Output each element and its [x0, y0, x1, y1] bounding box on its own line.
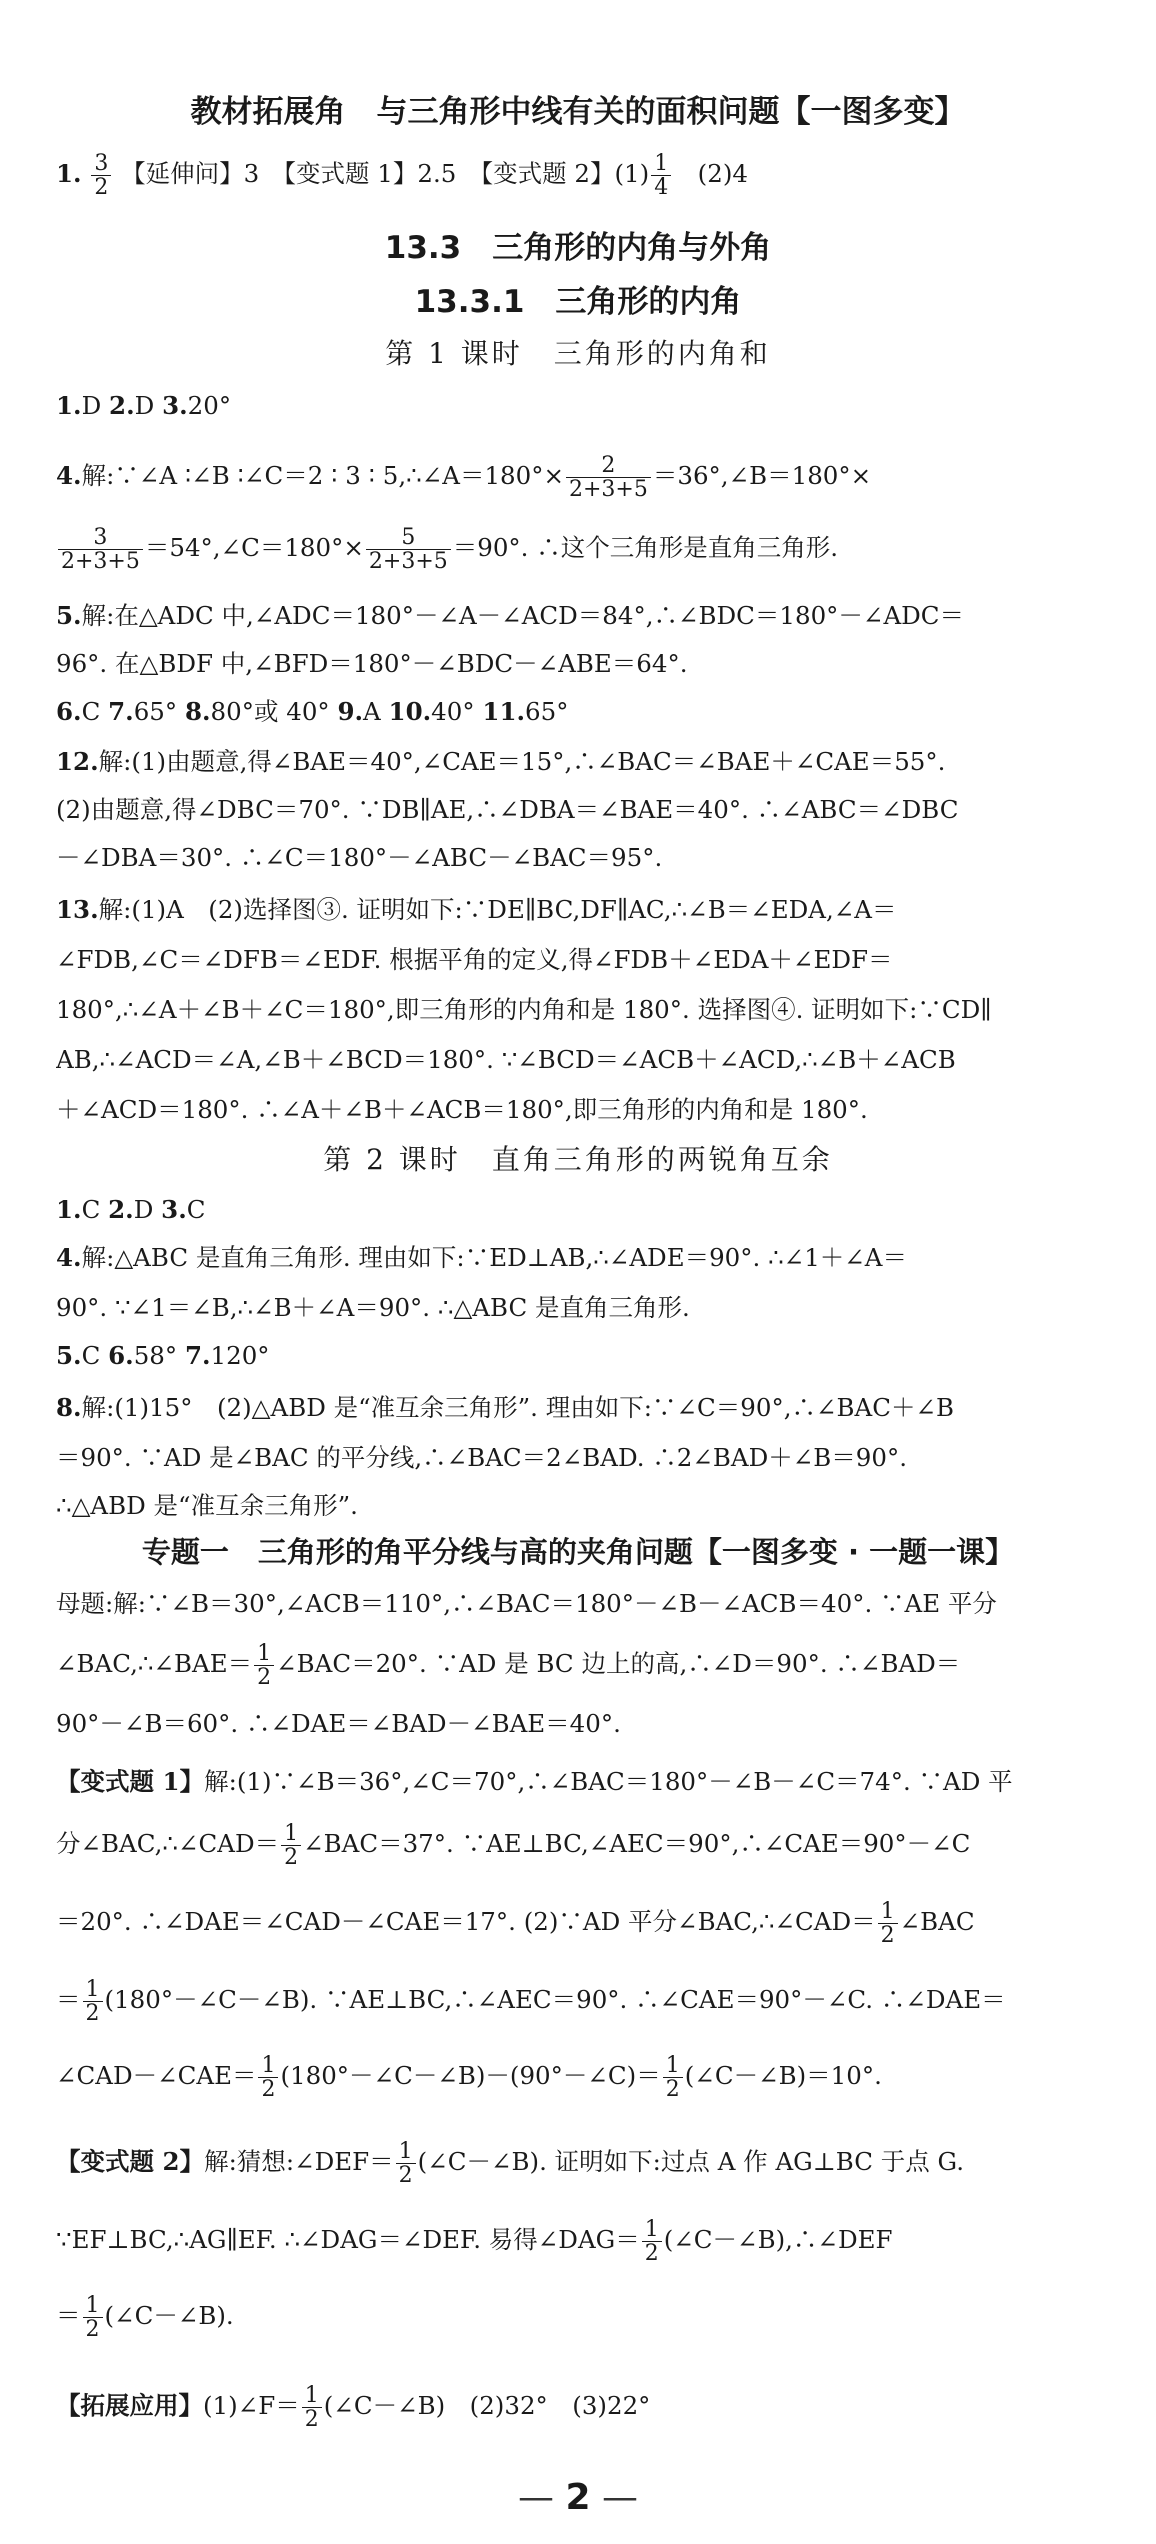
fraction: $\frac{1}{2}$ [302, 2384, 322, 2431]
fraction: $\frac{1}{2}$ [642, 2218, 662, 2265]
lesson2-answer-8-line-3: ∴△ABD 是“准互余三角形”. [56, 1491, 358, 1520]
fraction: $\frac{1}{2}$ [254, 1642, 274, 1689]
question-number: 1. [56, 159, 82, 189]
variant-1-line-4: ＝ $\frac{1}{2}$ (180°－∠C－∠B). ∵AE⊥BC,∴∠AEC＝90°. ∴∠CAE＝90°－∠C. ∴∠DAE＝ [56, 1976, 1006, 2026]
section-heading-13-3-1: 13.3.1 三角形的内角 [414, 284, 742, 320]
lesson-heading-2: 第 2 课时 直角三角形的两锐角互余 [323, 1143, 833, 1176]
answer-line-1: 1. $\frac{3}{2}$ 【延伸问】3 【变式题 1】2.5 【变式题 2】(1) $\frac{1}{4}$ (2)4 [56, 152, 748, 200]
answer-4-line-2: $\frac{3}{2+3+5}$ ＝54°,∠C＝180°× $\frac{5}{2+3+5}$ ＝90°. ∴这个三角形是直角三角形. [56, 520, 1102, 576]
answer-line-6-11: 6.C 7.65° 8.80°或 40° 9.A 10.40° 11.65° [56, 697, 569, 726]
variant-1-line-3: ＝20°. ∴∠DAE＝∠CAD－∠CAE＝17°. (2)∵AD 平分∠BAC,∴∠CAD＝ $\frac{1}{2}$ ∠BAC [56, 1898, 975, 1948]
section-heading-textbook-extension: 教材拓展角 与三角形中线有关的面积问题【一图多变】 [190, 94, 966, 130]
fraction: $\frac{1}{2}$ [83, 1978, 103, 2025]
dash-left: — [518, 2477, 566, 2518]
answer-12-line-1: 12.解:(1)由题意,得∠BAE＝40°,∠CAE＝15°,∴∠BAC＝∠BAE＋∠CAE＝55°. [56, 747, 946, 776]
lesson2-answer-8-line-1: 8.解:(1)15° (2)△ABD 是“准互余三角形”. 理由如下:∵∠C＝90°,∴∠BAC＋∠B [56, 1393, 955, 1422]
answer-13-line-4: AB,∴∠ACD＝∠A,∠B＋∠BCD＝180°. ∵∠BCD＝∠ACB＋∠ACD,∴∠B＋∠ACB [56, 1045, 956, 1074]
variant-2-line-3: ＝ $\frac{1}{2}$ (∠C－∠B). [56, 2292, 234, 2342]
mother-problem-line-2: ∠BAC,∴∠BAE＝ $\frac{1}{2}$ ∠BAC＝20°. ∵AD 是 BC 边上的高,∴∠D＝90°. ∴∠BAD＝ [56, 1640, 961, 1690]
page-number: — 2 — [518, 2477, 638, 2518]
fraction: $\frac{5}{2+3+5}$ [366, 526, 451, 573]
fraction: $\frac{1}{2}$ [83, 2294, 103, 2341]
answer-13-line-1: 13.解:(1)A (2)选择图③. 证明如下:∵DE∥BC,DF∥AC,∴∠B＝∠EDA,∠A＝ [56, 895, 897, 924]
variant-1-line-2: 分∠BAC,∴∠CAD＝ $\frac{1}{2}$ ∠BAC＝37°. ∵AE⊥BC,∠AEC＝90°,∴∠CAE＝90°－∠C [56, 1820, 971, 1870]
mother-problem-line-1: 母题:解:∵∠B＝30°,∠ACB＝110°,∴∠BAC＝180°－∠B－∠ACB＝40°. ∵AE 平分 [56, 1589, 997, 1618]
lesson-heading-1: 第 1 课时 三角形的内角和 [385, 337, 771, 370]
fraction: $\frac{1}{2}$ [878, 1900, 898, 1947]
fraction: $\frac{1}{2}$ [396, 2140, 416, 2187]
variant-1-line-1: 【变式题 1】解:(1)∵∠B＝36°,∠C＝70°,∴∠BAC＝180°－∠B－∠C＝74°. ∵AD 平 [56, 1767, 1013, 1796]
lesson2-answer-4-line-1: 4.解:△ABC 是直角三角形. 理由如下:∵ED⊥AB,∴∠ADE＝90°. ∴∠1＋∠A＝ [56, 1243, 908, 1272]
answer-13-line-2: ∠FDB,∠C＝∠DFB＝∠EDF. 根据平角的定义,得∠FDB＋∠EDA＋∠EDF＝ [56, 945, 893, 974]
answer-5-line-1: 5.解:在△ADC 中,∠ADC＝180°－∠A－∠ACD＝84°,∴∠BDC＝180°－∠ADC＝ [56, 601, 965, 630]
answer-12-line-2: (2)由题意,得∠DBC＝70°. ∵DB∥AE,∴∠DBA＝∠BAE＝40°. ∴∠ABC＝∠DBC [56, 795, 959, 824]
lesson2-answer-4-line-2: 90°. ∵∠1＝∠B,∴∠B＋∠A＝90°. ∴△ABC 是直角三角形. [56, 1293, 690, 1322]
variant-2-line-1: 【变式题 2】解:猜想:∠DEF＝ $\frac{1}{2}$ (∠C－∠B). 证明如下:过点 A 作 AG⊥BC 于点 G. [56, 2138, 965, 2188]
mother-problem-line-3: 90°－∠B＝60°. ∴∠DAE＝∠BAD－∠BAE＝40°. [56, 1709, 621, 1738]
lesson2-answer-8-line-2: ＝90°. ∵AD 是∠BAC 的平分线,∴∠BAC＝2∠BAD. ∴2∠BAD＋∠B＝90°. [56, 1443, 908, 1472]
lesson2-answer-line-5-7: 5.C 6.58° 7.120° [56, 1341, 270, 1370]
answer-12-line-3: －∠DBA＝30°. ∴∠C＝180°－∠ABC－∠BAC＝95°. [56, 843, 663, 872]
topic-heading-1: 专题一 三角形的角平分线与高的夹角问题【一图多变 · 一题一课】 [141, 1535, 1015, 1569]
fraction: $\frac{3}{2}$ [91, 152, 111, 199]
answer-13-line-3: 180°,∴∠A＋∠B＋∠C＝180°,即三角形的内角和是 180°. 选择图④. 证明如下:∵CD∥ [56, 995, 992, 1024]
fraction: $\frac{1}{2}$ [258, 2054, 278, 2101]
answer-5-line-2: 96°. 在△BDF 中,∠BFD＝180°－∠BDC－∠ABE＝64°. [56, 649, 688, 678]
extension-application-line: 【拓展应用】(1)∠F＝ $\frac{1}{2}$ (∠C－∠B) (2)32° (3)22° [56, 2382, 651, 2432]
fraction: $\frac{1}{2}$ [663, 2054, 683, 2101]
variant-2-line-2: ∵EF⊥BC,∴AG∥EF. ∴∠DAG＝∠DEF. 易得∠DAG＝ $\frac{1}{2}$ (∠C－∠B),∴∠DEF [56, 2216, 893, 2266]
lesson2-answer-line-1-3: 1.C 2.D 3.C [56, 1195, 206, 1224]
fraction: $\frac{1}{2}$ [281, 1822, 301, 1869]
variant-1-line-5: ∠CAD－∠CAE＝ $\frac{1}{2}$ (180°－∠C－∠B)－(90°－∠C)＝ $\frac{1}{2}$ (∠C－∠B)＝10°. [56, 2052, 882, 2102]
fraction: $\frac{1}{4}$ [651, 152, 671, 199]
fraction: $\frac{2}{2+3+5}$ [566, 454, 651, 501]
dash-right: — [590, 2477, 638, 2518]
section-heading-13-3: 13.3 三角形的内角与外角 [384, 230, 772, 266]
answer-line-1-3: 1.D 2.D 3.20° [56, 391, 232, 420]
answer-13-line-5: ＋∠ACD＝180°. ∴∠A＋∠B＋∠ACB＝180°,即三角形的内角和是 180°. [56, 1095, 868, 1124]
fraction: $\frac{3}{2+3+5}$ [58, 526, 143, 573]
answer-4-line-1: 4.解:∵∠A ∶∠B ∶∠C＝2 ∶ 3 ∶ 5,∴∠A＝180°× $\frac{2}{2+3+5}$ ＝36°,∠B＝180°× [56, 452, 872, 502]
